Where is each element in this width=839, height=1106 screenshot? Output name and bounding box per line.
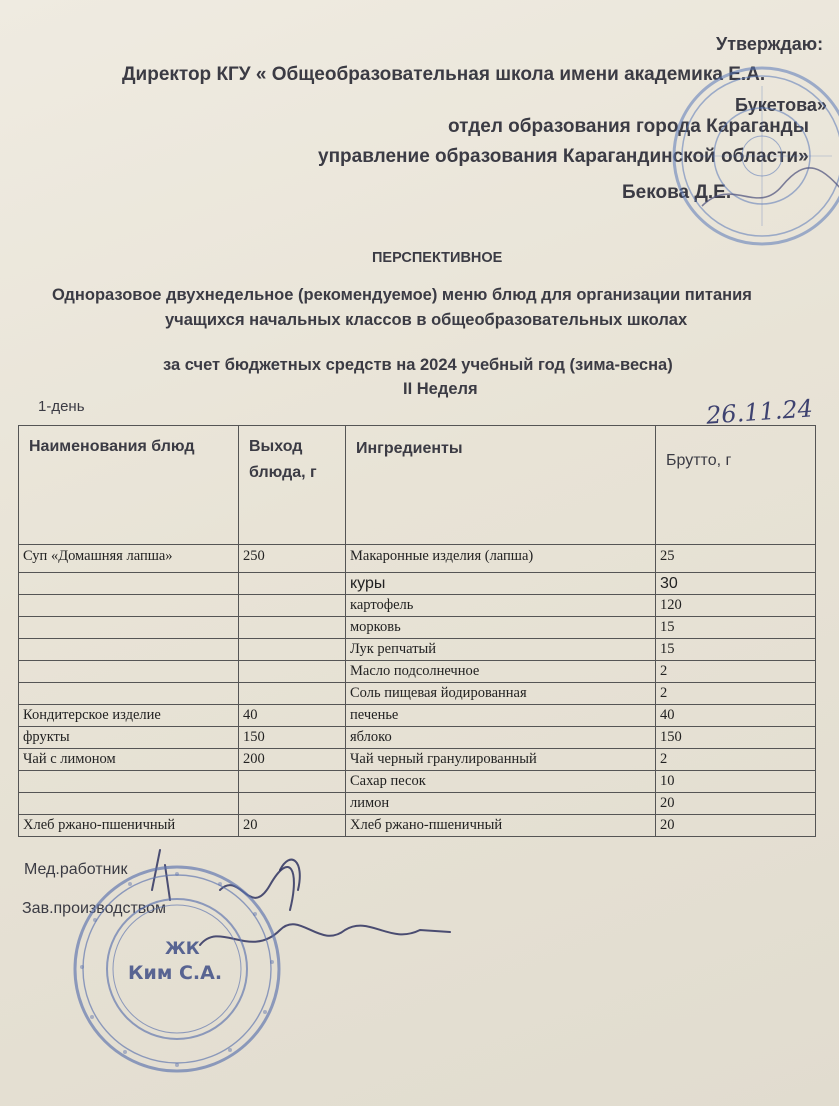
gross-weight-cell: 15: [656, 617, 816, 639]
table-row: [19, 793, 816, 815]
table-row: [19, 661, 816, 683]
portion-cell: 250: [239, 545, 346, 573]
dish-name-cell: Хлеб ржано-пшеничный: [19, 815, 239, 837]
title-line-4: за счет бюджетных средств на 2024 учебный год (зима-весна): [163, 356, 673, 374]
official-seal-bottom: [70, 862, 284, 1076]
dish-name-cell: [19, 595, 239, 617]
title-line-2: Одноразовое двухнедельное (рекомендуемое) меню блюд для организации питания: [52, 286, 752, 304]
table-row: [19, 545, 816, 573]
ingredient-cell: Соль пищевая йодированная: [346, 683, 656, 705]
gross-weight-cell: 10: [656, 771, 816, 793]
gross-weight-cell: 2: [656, 749, 816, 771]
dish-name-cell: [19, 573, 239, 595]
school-name-line: Букетова»: [735, 95, 827, 115]
header-portion: Выход блюда, г: [239, 426, 346, 545]
ingredient-cell: картофель: [346, 595, 656, 617]
dish-name-cell: [19, 639, 239, 661]
header-dish-name: Наименования блюд: [19, 426, 239, 545]
director-line: Директор КГУ « Общеобразовательная школа имени академика Е.А.: [122, 64, 766, 85]
title-line-1: ПЕРСПЕКТИВНОЕ: [372, 250, 503, 266]
gross-weight-cell: 2: [656, 661, 816, 683]
gross-weight-cell: 20: [656, 793, 816, 815]
table-row: [19, 771, 816, 793]
portion-cell: [239, 595, 346, 617]
portion-cell: [239, 661, 346, 683]
ingredient-cell: лимон: [346, 793, 656, 815]
ingredient-cell: морковь: [346, 617, 656, 639]
dish-name-cell: [19, 617, 239, 639]
approve-label: Утверждаю:: [716, 34, 824, 54]
portion-cell: 20: [239, 815, 346, 837]
gross-weight-cell: 40: [656, 705, 816, 727]
ingredient-cell: Чай черный гранулированный: [346, 749, 656, 771]
menu-table: [18, 425, 816, 837]
portion-cell: [239, 683, 346, 705]
table-row: [19, 595, 816, 617]
dish-name-cell: Чай с лимоном: [19, 749, 239, 771]
gross-weight-cell: 150: [656, 727, 816, 749]
table-row: [19, 617, 816, 639]
header-ingredients: Ингредиенты: [346, 426, 656, 545]
seal-abbr: ЖК: [165, 939, 200, 959]
seal-name: Ким С.А.: [128, 962, 223, 984]
dish-name-cell: фрукты: [19, 727, 239, 749]
official-seal-top: [662, 56, 839, 256]
handwritten-date: 26.11.24: [705, 394, 814, 430]
administration-line: управление образования Карагандинской области»: [318, 146, 809, 167]
day-label: 1-день: [38, 398, 85, 415]
gross-weight-cell: 30: [656, 573, 816, 595]
title-line-5: II Неделя: [403, 380, 478, 398]
gross-weight-cell: 120: [656, 595, 816, 617]
table-row: [19, 727, 816, 749]
dish-name-cell: Кондитерское изделие: [19, 705, 239, 727]
table-header-row: [19, 426, 816, 545]
gross-weight-cell: 2: [656, 683, 816, 705]
dish-name-cell: [19, 683, 239, 705]
portion-cell: [239, 639, 346, 661]
header-gross: Брутто, г: [656, 426, 816, 545]
table-row: [19, 683, 816, 705]
dish-name-cell: Суп «Домашняя лапша»: [19, 545, 239, 573]
table-row: [19, 573, 816, 595]
dish-name-cell: [19, 661, 239, 683]
table-row: [19, 749, 816, 771]
portion-cell: 40: [239, 705, 346, 727]
portion-cell: 150: [239, 727, 346, 749]
ingredient-cell: Сахар песок: [346, 771, 656, 793]
portion-cell: [239, 617, 346, 639]
ingredient-cell: Макаронные изделия (лапша): [346, 545, 656, 573]
director-name: Бекова Д.Е.: [622, 182, 732, 203]
department-line: отдел образования города Караганды: [448, 116, 809, 137]
ingredient-cell: яблоко: [346, 727, 656, 749]
portion-cell: [239, 793, 346, 815]
ingredient-cell: Лук репчатый: [346, 639, 656, 661]
ingredient-cell: Масло подсолнечное: [346, 661, 656, 683]
gross-weight-cell: 20: [656, 815, 816, 837]
title-line-3: учащихся начальных классов в общеобразовательных школах: [165, 311, 688, 329]
portion-cell: 200: [239, 749, 346, 771]
table-row: [19, 639, 816, 661]
gross-weight-cell: 15: [656, 639, 816, 661]
ingredient-cell: печенье: [346, 705, 656, 727]
ingredient-cell: Хлеб ржано-пшеничный: [346, 815, 656, 837]
dish-name-cell: [19, 771, 239, 793]
portion-cell: [239, 573, 346, 595]
ingredient-cell: куры: [346, 573, 656, 595]
table-row: [19, 705, 816, 727]
dish-name-cell: [19, 793, 239, 815]
gross-weight-cell: 25: [656, 545, 816, 573]
portion-cell: [239, 771, 346, 793]
medical-worker-label: Мед.работник: [24, 861, 128, 878]
production-manager-label: Зав.производством: [22, 900, 166, 917]
